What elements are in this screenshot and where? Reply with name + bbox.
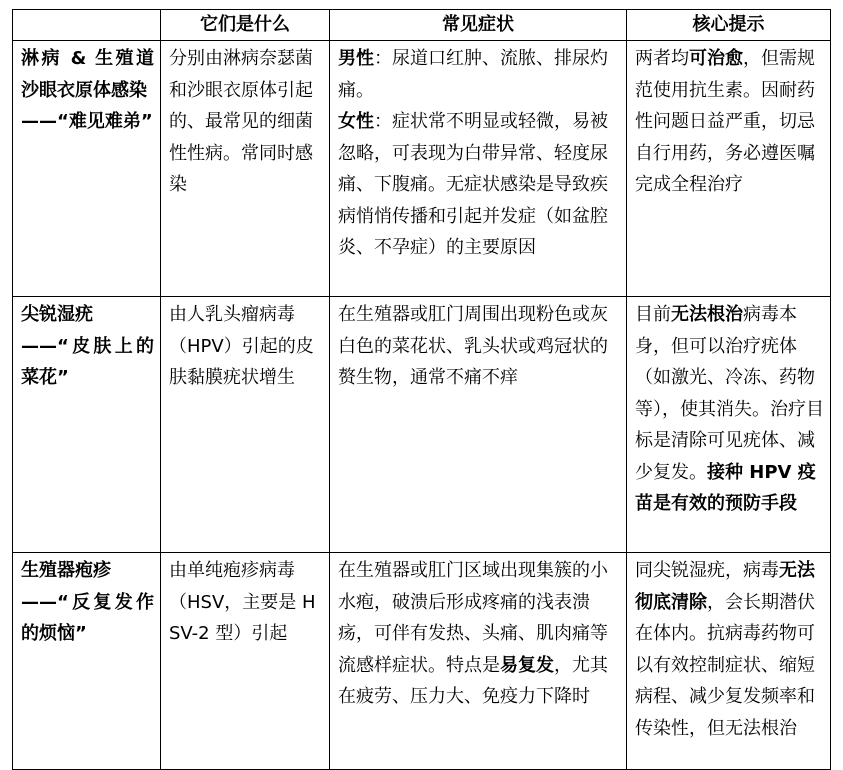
std-comparison-table (12, 9, 831, 770)
tip-emphasis: 无法根治 (671, 304, 743, 325)
symptoms-male (338, 43, 620, 106)
disease-name: 尖锐湿疣 (21, 304, 93, 325)
header-tips: 核心提示 (627, 10, 831, 41)
female-label: 女性 (338, 111, 374, 132)
disease-tagline: ——“皮肤上的菜花” (21, 335, 154, 388)
disease-name: 淋病 & 生殖道沙眼衣原体感染 (21, 48, 154, 101)
tip-text: 目前 (635, 304, 671, 325)
tip-text: ，但需规范使用抗生素。因耐药性问题日益严重，切忌自行用药，务必遵医嘱完成全程治疗 (635, 48, 815, 195)
male-text: ：尿道口红肿、流脓、排尿灼痛。 (338, 48, 608, 101)
header-what: 它们是什么 (161, 10, 330, 41)
tip-text: 病毒本身，但可以治疗疣体（如激光、冷冻、药物等），使其消失。治疗目标是清除可见疣体、减少复发。 (635, 304, 824, 483)
female-text: ：症状常不明显或轻微，易被忽略，可表现为白带异常、轻度尿痛、下腹痛。无症状感染是导致疾病悄悄传播和引起并发症（如盆腔炎、不孕症）的主要原因 (338, 111, 608, 258)
disease-name-cell (13, 41, 161, 297)
symptoms-female (338, 106, 620, 264)
header-corner (13, 10, 161, 41)
male-label: 男性 (338, 48, 374, 69)
what-cell: 由单纯疱疹病毒（HSV，主要是 HSV-2 型）引起 (161, 553, 330, 770)
tip-text: ，会长期潜伏在体内。抗病毒药物可以有效控制症状、缩短病程、减少复发频率和传染性，但无法根治 (635, 591, 815, 739)
disease-tagline: ——“难见难弟” (21, 111, 153, 132)
symptoms-text: ，尤其在疲劳、压力大、免疫力下降时 (338, 654, 608, 707)
tip-cell (627, 553, 831, 770)
tip-emphasis: 可治愈 (689, 48, 743, 69)
disease-name-cell (13, 553, 161, 770)
symptoms-cell (330, 553, 627, 770)
tip-emphasis: 接种 HPV 疫苗是有效的预防手段 (635, 461, 816, 514)
what-cell: 由人乳头瘤病毒（HPV）引起的皮肤黏膜疣状增生 (161, 297, 330, 553)
header-row (13, 10, 831, 41)
header-symptoms: 常见症状 (330, 10, 627, 41)
table-row (13, 41, 831, 297)
disease-name-cell (13, 297, 161, 553)
symptoms-emphasis: 易复发 (500, 654, 554, 676)
table-row (13, 553, 831, 770)
tip-cell (627, 297, 831, 553)
tip-text: 两者均 (635, 48, 689, 69)
symptoms-text: 在生殖器或肛门区域出现集簇的小水疱，破溃后形成疼痛的浅表溃疡，可伴有发热、头痛、肌肉痛等流感样症状。特点是 (338, 560, 608, 676)
disease-name: 生殖器疱疹 (21, 560, 111, 581)
disease-tagline: ——“反复发作的烦恼” (21, 591, 154, 644)
tip-emphasis: 无法彻底清除 (635, 560, 815, 613)
symptoms-cell: 在生殖器或肛门周围出现粉色或灰白色的菜花状、乳头状或鸡冠状的赘生物，通常不痛不痒 (330, 297, 627, 553)
tip-cell (627, 41, 831, 297)
tip-text: 同尖锐湿疣，病毒 (635, 560, 779, 581)
what-cell: 分别由淋病奈瑟菌和沙眼衣原体引起的、最常见的细菌性性病。常同时感染 (161, 41, 330, 297)
symptoms-cell (330, 41, 627, 297)
table-row (13, 297, 831, 553)
